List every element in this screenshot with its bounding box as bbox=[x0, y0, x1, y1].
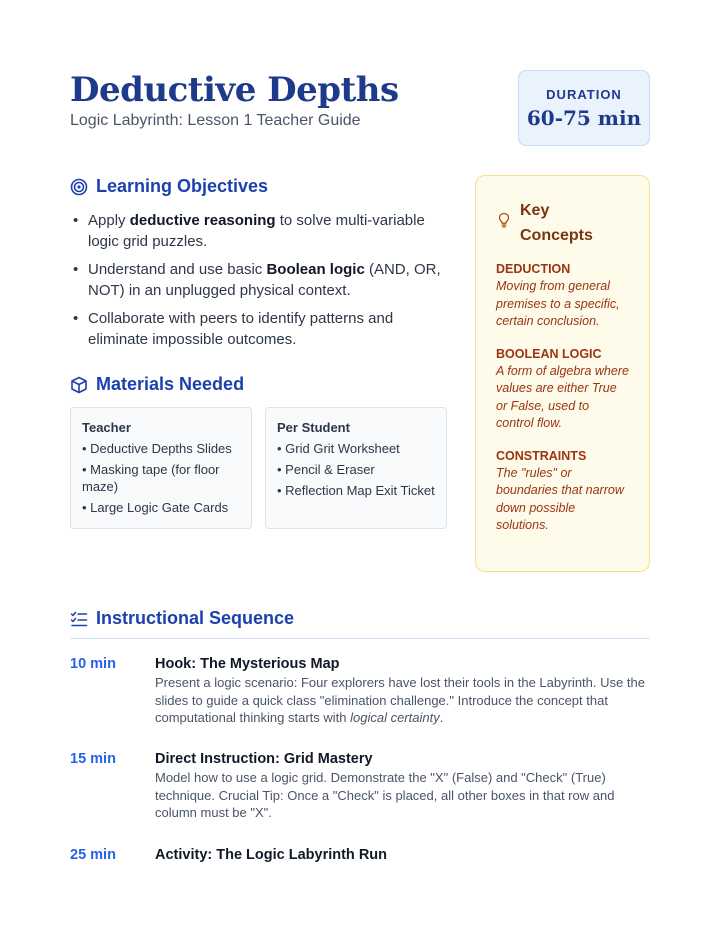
objective-item: • Apply deductive reasoning to solve multi-variable logic grid puzzles. bbox=[70, 210, 450, 252]
step-time: 15 min bbox=[70, 751, 116, 767]
step-time: 10 min bbox=[70, 656, 116, 672]
list-item: • Reflection Map Exit Ticket bbox=[277, 483, 435, 498]
target-icon bbox=[70, 178, 88, 196]
concept-definition: Moving from general premises to a specific, certain conclusion. bbox=[496, 279, 620, 328]
cube-icon bbox=[70, 376, 88, 394]
sequence-heading-label: Instructional Sequence bbox=[96, 608, 295, 628]
key-concepts-box bbox=[475, 175, 650, 572]
list-item: • Pencil & Eraser bbox=[277, 462, 375, 477]
sequence-heading bbox=[70, 608, 294, 629]
concept-definition: The "rules" or boundaries that narrow down possible solutions. bbox=[496, 465, 624, 532]
lightbulb-icon bbox=[496, 212, 512, 228]
teacher-materials-card bbox=[70, 407, 252, 529]
student-materials-title: Per Student bbox=[277, 420, 350, 435]
list-item: • Grid Grit Worksheet bbox=[277, 441, 400, 456]
step-title: Activity: The Logic Labyrinth Run bbox=[155, 847, 388, 863]
step-title: Hook: The Mysterious Map bbox=[155, 656, 340, 672]
objective-item: • Collaborate with peers to identify patterns and eliminate impossible outcomes. bbox=[70, 308, 450, 350]
materials-heading-label: Materials Needed bbox=[96, 374, 245, 394]
duration-box bbox=[518, 70, 650, 146]
concept-term: BOOLEAN LOGIC bbox=[496, 346, 602, 361]
key-concepts-title-line1: Key bbox=[520, 202, 550, 219]
teacher-materials-title: Teacher bbox=[82, 420, 131, 435]
objective-item: • Understand and use basic Boolean logic (AND, OR, NOT) in an unplugged physical context. bbox=[70, 259, 450, 301]
duration-label: DURATION bbox=[546, 87, 622, 102]
concept-definition: A form of algebra where values are either True or False, used to control flow. bbox=[496, 363, 629, 430]
page-subtitle: Logic Labyrinth: Lesson 1 Teacher Guide bbox=[70, 112, 361, 129]
list-item: • Masking tape (for floor maze) bbox=[82, 462, 220, 494]
concept-item bbox=[496, 347, 629, 433]
concept-item bbox=[496, 449, 629, 535]
concept-item bbox=[496, 262, 629, 331]
list-item: • Deductive Depths Slides bbox=[82, 441, 232, 456]
student-materials-card bbox=[265, 407, 447, 529]
duration-value: 60-75 min bbox=[526, 106, 642, 130]
objectives-list bbox=[70, 210, 450, 357]
step-description: Present a logic scenario: Four explorers have lost their tools in the Labyrinth. Use the slides to guide a quick class "elimination challenge." Introduce the concept that computational thinking starts with logical certainty. bbox=[155, 675, 645, 725]
list-item: • Large Logic Gate Cards bbox=[82, 500, 229, 515]
step-time: 25 min bbox=[70, 847, 116, 863]
step-description: Model how to use a logic grid. Demonstrate the "X" (False) and "Check" (True) technique. Crucial Tip: Once a "Check" is placed, all other boxes in that row and column must be "X". bbox=[155, 770, 615, 820]
concept-term: CONSTRAINTS bbox=[496, 448, 587, 463]
checklist-icon bbox=[70, 610, 88, 628]
page-title: Deductive Depths bbox=[70, 70, 399, 110]
key-concepts-heading bbox=[496, 198, 629, 248]
key-concepts-title-line2: Concepts bbox=[520, 227, 593, 244]
objectives-heading-label: Learning Objectives bbox=[96, 176, 269, 196]
section-divider bbox=[70, 638, 650, 639]
concept-term: DEDUCTION bbox=[496, 262, 571, 276]
objectives-heading bbox=[70, 176, 268, 197]
materials-heading bbox=[70, 374, 244, 395]
step-title: Direct Instruction: Grid Mastery bbox=[155, 751, 373, 767]
